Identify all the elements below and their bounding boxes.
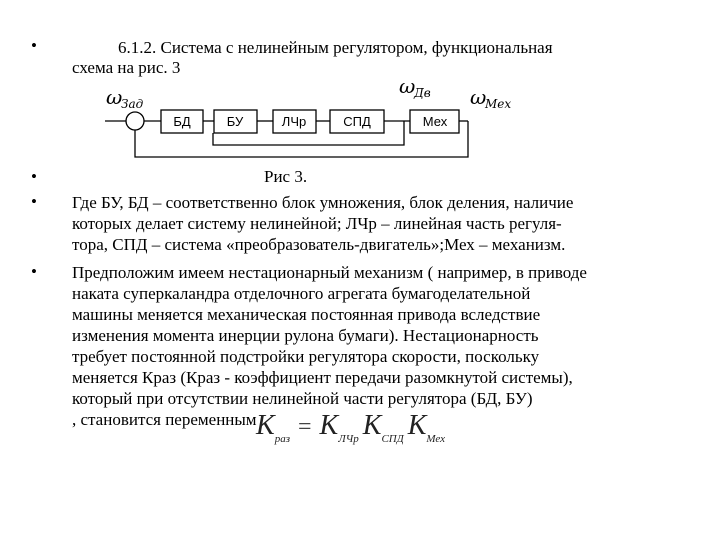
k-raz-formula xyxy=(256,410,445,445)
paragraph2-line6: меняется Краз (Краз - коэффициент передачи разомкнутой системы), xyxy=(72,368,573,387)
block-bu-label: БУ xyxy=(226,114,244,129)
bullet-1: • xyxy=(31,36,37,55)
omega-dv-subscript: Дв xyxy=(414,86,431,100)
section-title-line2: схема на рис. 3 xyxy=(72,58,181,77)
block-spd-label: СПД xyxy=(343,114,371,129)
section-title-line1: 6.1.2. Система с нелинейным регулятором, функциональная xyxy=(118,38,553,57)
paragraph2-line5: требует постоянной подстройки регулятора скорости, поскольку xyxy=(72,347,540,366)
formula-k-spd: K xyxy=(362,410,382,441)
functional-diagram xyxy=(0,0,720,170)
omega-mekh-symbol: ω xyxy=(470,85,487,109)
block-mekh-label: Мех xyxy=(422,114,448,129)
paragraph1-line2: которых делает систему нелинейной; ЛЧр – линейная часть регуля- xyxy=(72,214,562,233)
paragraph1-line1: Где БУ, БД – соответственно блок умножения, блок деления, наличие xyxy=(72,193,574,212)
formula-k-lchr: K xyxy=(319,410,339,441)
formula-sub-spd: СПД xyxy=(381,433,404,445)
summing-junction xyxy=(126,112,144,130)
paragraph2-line3: машины меняется механическая постоянная привода вследствие xyxy=(72,305,541,324)
paragraph2-line1: Предположим имеем нестационарный механизм ( например, в приводе xyxy=(72,263,587,282)
formula-sub-lchr: ЛЧр xyxy=(338,433,359,445)
paragraph2-line8: , становится переменным xyxy=(72,410,257,429)
formula-equals: = xyxy=(297,414,312,440)
paragraph2-line4: изменения момента инерции рулона бумаги). Нестационарность xyxy=(72,326,539,345)
bullet-4: • xyxy=(31,262,37,281)
bullet-2: • xyxy=(31,167,37,186)
omega-zad-subscript: Зад xyxy=(121,97,144,111)
paragraph2-line2: наката суперкаландра отделочного агрегата бумагоделательной xyxy=(72,284,531,303)
formula-sub-raz: раз xyxy=(274,433,290,445)
formula-k-raz: K xyxy=(256,410,275,441)
omega-zad-symbol: ω xyxy=(106,85,123,109)
formula-sub-mekh: Мех xyxy=(426,433,446,445)
paragraph1-line3: тора, СПД – система «преобразователь-двигатель»;Мех – механизм. xyxy=(72,235,566,254)
formula-k-mekh: K xyxy=(407,410,427,441)
bullet-3: • xyxy=(31,192,37,211)
block-lchr-label: ЛЧр xyxy=(281,114,307,129)
block-bd-label: БД xyxy=(173,114,191,129)
omega-mekh-subscript: Мех xyxy=(485,97,512,111)
omega-dv-symbol: ω xyxy=(399,74,416,98)
figure-caption: Рис 3. xyxy=(264,167,308,186)
paragraph2-line7: который при отсутствии нелинейной части регулятора (БД, БУ) xyxy=(72,389,533,408)
